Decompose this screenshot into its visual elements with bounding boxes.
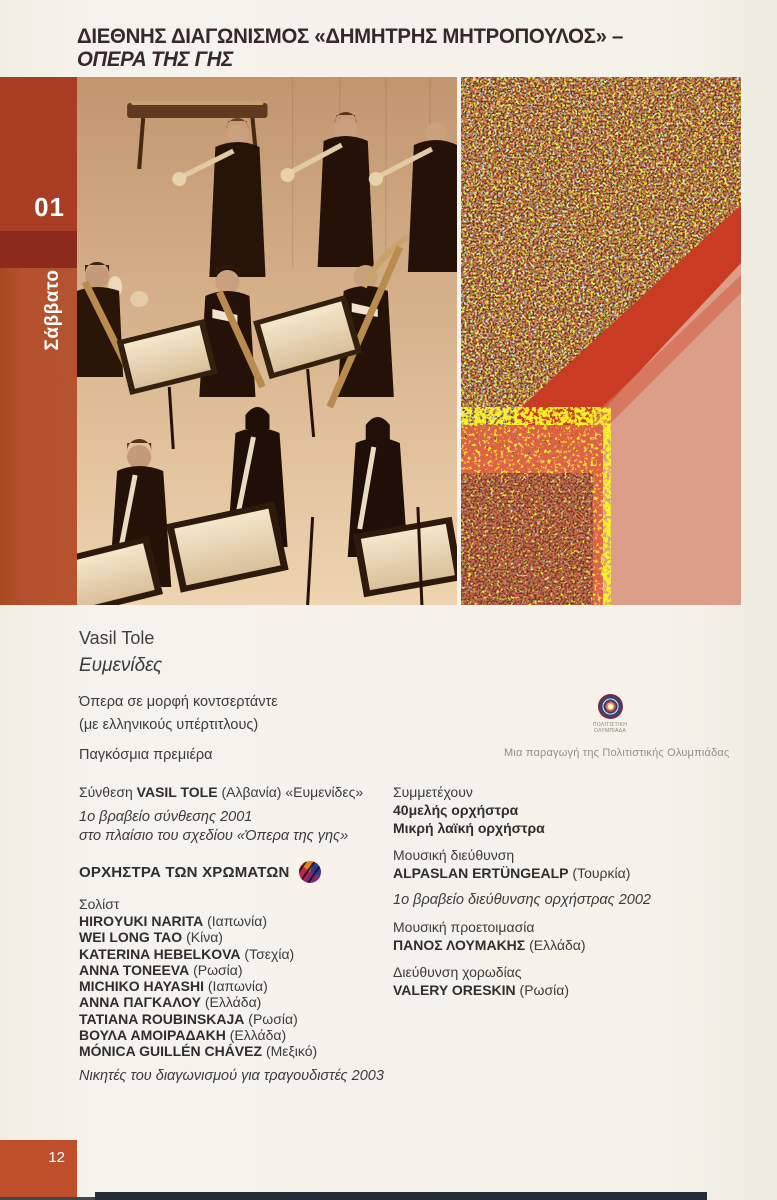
soloists-label: Σολίστ bbox=[79, 896, 120, 912]
soloist-name: KATERINA HEBELKOVA bbox=[79, 945, 241, 962]
soloist-name: MICHIKO HAYASHI bbox=[79, 978, 204, 995]
award-note bbox=[79, 808, 391, 846]
soloist-name: MÓNICA GUILLÉN CHÁVEZ bbox=[79, 1043, 263, 1060]
orchestra-of-colors-icon bbox=[299, 861, 321, 883]
sidebar-maroon-band bbox=[0, 231, 77, 268]
soloist-country: (Ελλάδα) bbox=[204, 994, 262, 1011]
ensemble-item: 40μελής ορχήστρα bbox=[393, 802, 519, 818]
credit-role: Μουσική προετοιμασία bbox=[393, 919, 535, 935]
soloist-row bbox=[79, 978, 391, 994]
soloist-row bbox=[79, 1011, 391, 1027]
credits-right-column bbox=[393, 783, 723, 999]
soloist-country: (Ιαπωνία) bbox=[207, 913, 267, 929]
soloist-country: (Ιαπωνία) bbox=[207, 978, 268, 995]
soloist-row bbox=[79, 946, 391, 962]
composition-line bbox=[79, 783, 391, 801]
soloist-row bbox=[79, 929, 391, 945]
cultural-olympiad-logo-icon bbox=[598, 694, 623, 719]
page-title bbox=[77, 25, 623, 71]
production-credit: Μια παραγωγή της Πολιτιστικής Ολυμπιάδας bbox=[504, 747, 730, 759]
credit-name-line bbox=[393, 864, 723, 882]
credit-name-line bbox=[393, 981, 723, 999]
page-number: 12 bbox=[48, 1149, 65, 1166]
day-number-box bbox=[0, 77, 77, 231]
credit-role: Μουσική διεύθυνση bbox=[393, 847, 515, 863]
orchestra-line bbox=[79, 861, 391, 883]
work-title: Ευμενίδες bbox=[79, 655, 163, 676]
credit-country: (Ρωσία) bbox=[519, 982, 569, 998]
orchestra-photo bbox=[77, 77, 457, 605]
credit-group bbox=[393, 846, 723, 909]
credit-role: Διεύθυνση χορωδίας bbox=[393, 964, 522, 980]
soloist-name: HIROYUKI NARITA bbox=[79, 913, 204, 929]
soloist-row bbox=[79, 1043, 391, 1059]
ensembles-list bbox=[393, 801, 723, 837]
orchestra-name: ΟΡΧΗΣΤΡΑ ΤΩΝ ΧΡΩΜΑΤΩΝ bbox=[79, 863, 290, 881]
participants-label: Συμμετέχουν bbox=[393, 784, 473, 800]
page-title-line1: ΔΙΕΘΝΗΣ ΔΙΑΓΩΝΙΣΜΟΣ «ΔΗΜΗΤΡΗΣ ΜΗΤΡΟΠΟΥΛΟΣ» – bbox=[77, 25, 624, 48]
soloist-name: ANNA TONEEVA bbox=[79, 961, 190, 978]
work-description-line2: (με ελληνικούς υπέρτιτλους) bbox=[79, 717, 259, 733]
soloist-country: (Τσεχία) bbox=[244, 945, 295, 962]
work-description-line1: Όπερα σε μορφή κοντσερτάντε bbox=[79, 694, 278, 710]
soloist-name: TATIANA ROUBINSKAJA bbox=[79, 1010, 245, 1027]
soloist-name: ΑΝΝΑ ΠΑΓΚΑΛΟΥ bbox=[79, 994, 201, 1011]
soloist-country: (Ρωσία) bbox=[193, 961, 243, 978]
soloist-name: ΒΟΥΛΑ ΑΜΟΙΡΑΔΑΚΗ bbox=[79, 1027, 226, 1044]
logo-caption: ΠΟΛΙΤΙΣΤΙΚΗ ΟΛΥΜΠΙΑΔΑ bbox=[592, 722, 628, 734]
soloist-row bbox=[79, 962, 391, 978]
composition-suffix: (Αλβανία) «Ευμενίδες» bbox=[221, 784, 364, 800]
soloist-country: (Ελλάδα) bbox=[229, 1027, 287, 1044]
page-number-box bbox=[0, 1140, 77, 1197]
bottom-navy-bar bbox=[95, 1192, 707, 1200]
composition-label: Σύνθεση bbox=[79, 784, 133, 800]
page-title-line2: ΟΠΕΡΑ ΤΗΣ ΓΗΣ bbox=[77, 48, 233, 71]
abstract-artwork-art bbox=[461, 77, 741, 605]
orchestra-photo-art bbox=[77, 77, 457, 605]
winners-note: Νικητές του διαγωνισμού για τραγουδιστές 2003 bbox=[79, 1067, 384, 1084]
credit-country: (Ελλάδα) bbox=[529, 937, 586, 953]
credit-name: ΠΑΝΟΣ ΛΟΥΜΑΚΗΣ bbox=[393, 937, 526, 953]
event-block bbox=[79, 628, 278, 763]
credit-group bbox=[393, 918, 723, 954]
award-line2: στο πλαίσιο του σχεδίου «Όπερα της γης» bbox=[79, 828, 349, 844]
soloist-country: (Ρωσία) bbox=[248, 1010, 298, 1027]
credits-left-column bbox=[79, 783, 391, 1084]
credit-country: (Τουρκία) bbox=[572, 865, 631, 881]
premiere-note: Παγκόσμια πρεμιέρα bbox=[79, 747, 213, 763]
credit-name: ALPASLAN ERTÜNGEALP bbox=[393, 865, 569, 881]
day-number: 01 bbox=[34, 192, 65, 222]
credit-note: 1ο βραβείο διεύθυνσης ορχήστρας 2002 bbox=[393, 892, 651, 908]
composer-name: Vasil Tole bbox=[79, 628, 155, 648]
day-name-vertical: Σάββατο bbox=[42, 269, 63, 351]
soloist-row bbox=[79, 913, 391, 929]
credit-groups bbox=[393, 846, 723, 999]
soloist-country: (Μεξικό) bbox=[265, 1043, 318, 1060]
ensemble-item: Μικρή λαϊκή ορχήστρα bbox=[393, 820, 545, 836]
credit-group bbox=[393, 963, 723, 999]
work-description bbox=[79, 691, 278, 737]
sidebar-orange-bar bbox=[0, 268, 77, 605]
soloist-row bbox=[79, 1027, 391, 1043]
credit-name: VALERY ORESKIN bbox=[393, 982, 516, 998]
abstract-artwork bbox=[461, 77, 741, 605]
composition-name: VASIL TOLE bbox=[136, 784, 218, 800]
soloist-row bbox=[79, 994, 391, 1010]
soloists-list bbox=[79, 913, 391, 1060]
production-block bbox=[504, 694, 730, 759]
soloist-country: (Κίνα) bbox=[186, 929, 223, 946]
soloist-name: WEI LONG TAO bbox=[79, 929, 183, 946]
award-line1: 1ο βραβείο σύνθεσης 2001 bbox=[79, 809, 253, 825]
credit-name-line bbox=[393, 936, 723, 954]
